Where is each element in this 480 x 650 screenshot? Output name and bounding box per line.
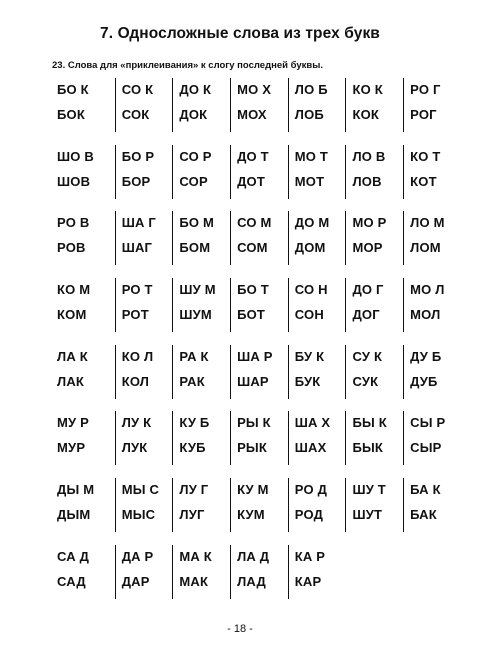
joined-word: РОГ (410, 107, 437, 122)
split-syllable: ША Х (294, 415, 331, 431)
word-cell (115, 345, 173, 399)
split-syllable: РО Г (410, 82, 441, 97)
split-syllable: БО Т (237, 282, 269, 298)
word-cell (403, 145, 461, 199)
word-cell (230, 278, 288, 332)
joined-word: ДАР (121, 573, 150, 589)
word-row (57, 145, 461, 199)
word-row (57, 545, 461, 599)
split-syllable: МО Х (237, 82, 272, 97)
split-syllable: ША Р (237, 348, 273, 364)
joined-word: ШУТ (352, 507, 383, 523)
joined-word: СУК (352, 373, 379, 389)
joined-word: МАК (179, 573, 209, 589)
split-syllable: КУ М (237, 482, 269, 498)
word-row (57, 411, 461, 465)
joined-word: ЛОБ (294, 107, 324, 122)
word-cell (115, 78, 173, 132)
split-syllable: РА К (179, 348, 209, 364)
word-cell (345, 411, 403, 465)
joined-word: РОТ (121, 307, 149, 323)
split-syllable: МО Л (410, 282, 445, 298)
joined-word: БОТ (237, 307, 266, 323)
joined-word: ЛОВ (352, 173, 382, 189)
joined-word: ШАР (237, 373, 269, 389)
word-cell (230, 78, 288, 132)
joined-word: БОМ (179, 240, 211, 256)
exercise-instruction: 23. Слова для «приклеивания» к слогу последней буквы. (52, 60, 323, 71)
word-cell (172, 78, 230, 132)
page-number: - 18 - (227, 623, 253, 635)
split-syllable: РО Т (121, 282, 153, 298)
word-cell (172, 411, 230, 465)
word-cell (288, 411, 346, 465)
joined-word: МОЛ (410, 307, 441, 323)
joined-word: КОМ (57, 307, 87, 323)
split-syllable: СО К (121, 82, 154, 97)
split-syllable: МО Т (294, 148, 329, 164)
joined-word: ДЫМ (57, 507, 91, 523)
joined-word: МОР (352, 240, 383, 256)
word-cell (115, 278, 173, 332)
word-cell (288, 145, 346, 199)
word-cell (172, 545, 230, 599)
joined-word: МУР (57, 440, 86, 456)
word-cell (115, 478, 173, 532)
word-cell (57, 478, 115, 532)
word-cell (345, 145, 403, 199)
word-cell (57, 278, 115, 332)
split-syllable: СЫ Р (410, 415, 446, 431)
joined-word: МОТ (294, 173, 325, 189)
split-syllable: ША Г (121, 215, 156, 231)
word-cell (288, 278, 346, 332)
joined-word: КОК (352, 107, 380, 122)
joined-word: СОН (294, 307, 324, 323)
joined-word: БОК (57, 107, 85, 122)
split-syllable: МУ Р (57, 415, 89, 431)
joined-word: ШУМ (179, 307, 212, 323)
word-cell (230, 545, 288, 599)
split-syllable: ДО М (294, 215, 330, 231)
word-cell (345, 211, 403, 265)
split-syllable: БО М (179, 215, 215, 231)
word-cell (57, 145, 115, 199)
word-cell (172, 345, 230, 399)
joined-word: САД (57, 573, 86, 589)
joined-word: РАК (179, 373, 205, 389)
joined-word: КАР (294, 573, 322, 589)
split-syllable: КУ Б (179, 415, 210, 431)
word-cell (57, 545, 115, 599)
word-cell (403, 478, 461, 532)
split-syllable: РО Д (294, 482, 328, 498)
split-syllable: ДО К (179, 82, 212, 97)
word-cell (57, 345, 115, 399)
joined-word: БОР (121, 173, 151, 189)
word-cell (230, 411, 288, 465)
joined-word: ЛУК (121, 440, 148, 456)
word-cell (57, 411, 115, 465)
split-syllable: РЫ К (237, 415, 271, 431)
split-syllable: КА Р (294, 548, 326, 564)
joined-word: МОХ (237, 107, 267, 122)
joined-word: ЛАД (237, 573, 266, 589)
split-syllable: СО Н (294, 282, 328, 298)
joined-word: РОД (294, 507, 324, 523)
word-row (57, 478, 461, 532)
joined-word: МЫС (121, 507, 156, 523)
joined-word: СОР (179, 173, 208, 189)
split-syllable: ДО Т (237, 148, 269, 164)
word-cell (345, 78, 403, 132)
split-syllable: МА К (179, 548, 212, 564)
split-syllable: БО Р (121, 148, 155, 164)
joined-word: РЫК (237, 440, 267, 456)
word-cell (345, 478, 403, 532)
word-cell (288, 211, 346, 265)
word-row (57, 278, 461, 332)
word-cell (403, 345, 461, 399)
word-cell (115, 211, 173, 265)
word-cell (288, 345, 346, 399)
split-syllable: СА Д (57, 548, 90, 564)
word-cell (172, 211, 230, 265)
split-syllable: КО Л (121, 348, 154, 364)
joined-word: КОЛ (121, 373, 150, 389)
word-cell (288, 478, 346, 532)
split-syllable: ЛО В (352, 148, 386, 164)
word-cell (115, 545, 173, 599)
split-syllable: ЛО М (410, 215, 445, 231)
split-syllable: ЛУ Г (179, 482, 209, 498)
joined-word: ДОГ (352, 307, 380, 323)
joined-word: ДОК (179, 107, 208, 122)
word-row (57, 78, 461, 132)
joined-word: БЫК (352, 440, 384, 456)
word-cell (115, 145, 173, 199)
word-cell (288, 545, 346, 599)
joined-word: КОТ (410, 173, 437, 189)
split-syllable: ШО В (57, 148, 94, 164)
split-syllable: МЫ С (121, 482, 160, 498)
word-cell (403, 211, 461, 265)
joined-word: СЫР (410, 440, 442, 456)
section-title: 7. Односложные слова из трех букв (100, 25, 380, 42)
split-syllable: КО Т (410, 148, 441, 164)
split-syllable: БО К (57, 82, 89, 97)
word-cell (230, 211, 288, 265)
split-syllable: ДЫ М (57, 482, 95, 498)
joined-word: ШАГ (121, 240, 153, 256)
split-syllable: ЛА К (57, 348, 88, 364)
word-cell (57, 78, 115, 132)
word-cell (57, 211, 115, 265)
joined-word: БАК (410, 507, 437, 523)
joined-word: КУБ (179, 440, 206, 456)
joined-word: ЛУГ (179, 507, 205, 523)
word-cell (230, 145, 288, 199)
word-cell (288, 78, 346, 132)
split-syllable: ЛО Б (294, 82, 328, 97)
joined-word: СОМ (237, 240, 268, 256)
joined-word: ШОВ (57, 173, 91, 189)
joined-word: СОК (121, 107, 150, 122)
split-syllable: БА К (410, 482, 441, 498)
split-syllable: СУ К (352, 348, 383, 364)
split-syllable: ДО Г (352, 282, 384, 298)
split-syllable: ЛУ К (121, 415, 152, 431)
split-syllable: КО К (352, 82, 383, 97)
joined-word: ЛОМ (410, 240, 441, 256)
split-syllable: РО В (57, 215, 90, 231)
joined-word: ДУБ (410, 373, 438, 389)
word-cell (403, 78, 461, 132)
split-syllable: БУ К (294, 348, 325, 364)
word-cell (403, 411, 461, 465)
split-syllable: ДА Р (121, 548, 154, 564)
word-cell (403, 278, 461, 332)
word-cell (345, 345, 403, 399)
word-cell (230, 478, 288, 532)
split-syllable: ШУ Т (352, 482, 386, 498)
word-cell (172, 145, 230, 199)
joined-word: БУК (294, 373, 321, 389)
split-syllable: БЫ К (352, 415, 387, 431)
word-cell (345, 278, 403, 332)
split-syllable: СО М (237, 215, 272, 231)
split-syllable: ЛА Д (237, 548, 270, 564)
joined-word: ДОТ (237, 173, 265, 189)
joined-word: КУМ (237, 507, 265, 523)
word-row (57, 345, 461, 399)
word-cell (115, 411, 173, 465)
split-syllable: ШУ М (179, 282, 216, 298)
word-cell (230, 345, 288, 399)
word-cell (172, 278, 230, 332)
split-syllable: ДУ Б (410, 348, 442, 364)
word-row (57, 211, 461, 265)
joined-word: ЛАК (57, 373, 85, 389)
split-syllable: СО Р (179, 148, 212, 164)
joined-word: РОВ (57, 240, 86, 256)
syllable-word-grid (57, 78, 461, 599)
split-syllable: МО Р (352, 215, 387, 231)
split-syllable: КО М (57, 282, 91, 298)
joined-word: ДОМ (294, 240, 326, 256)
joined-word: ШАХ (294, 440, 327, 456)
word-cell (172, 478, 230, 532)
